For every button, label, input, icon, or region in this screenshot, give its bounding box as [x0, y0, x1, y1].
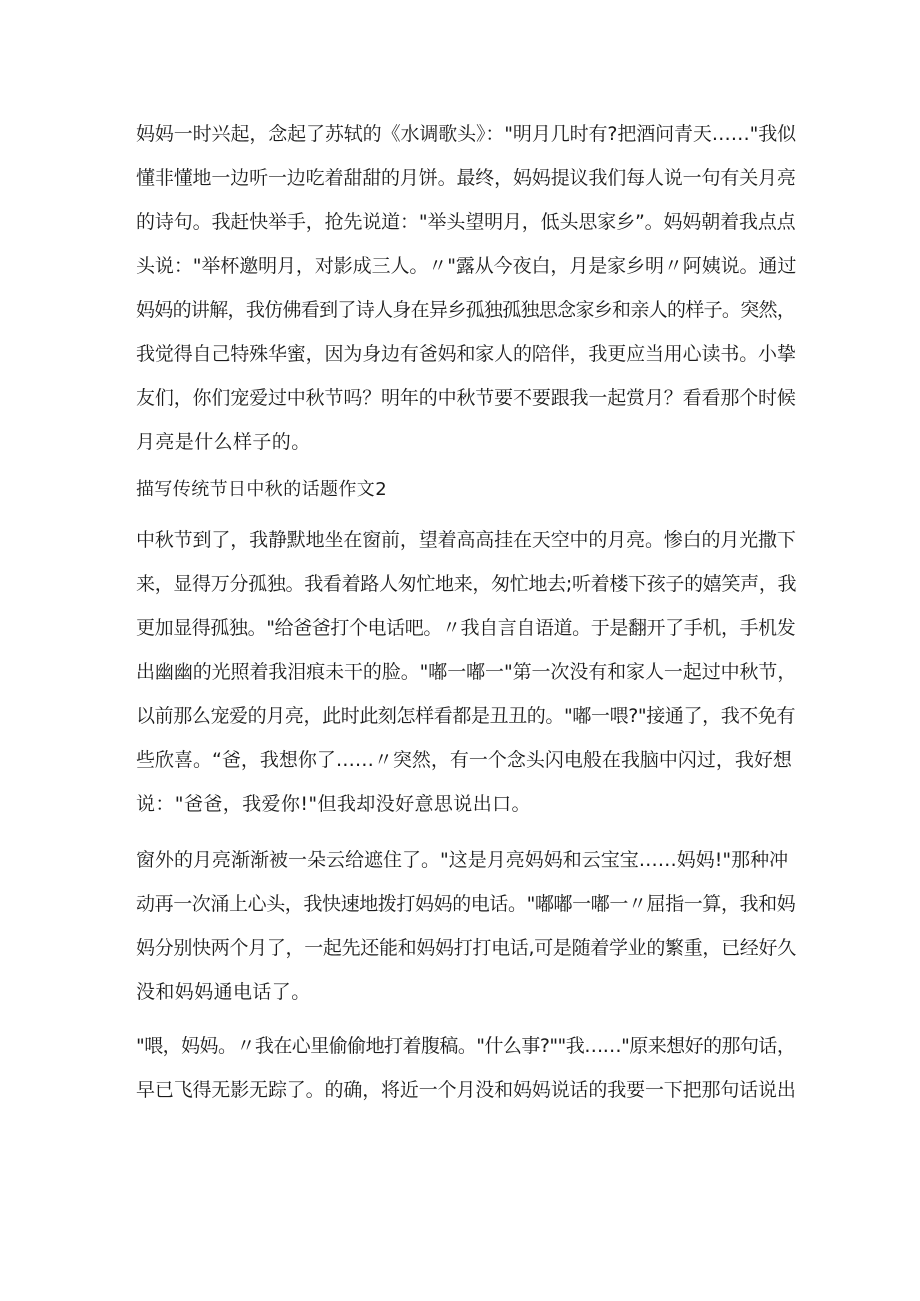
section-heading: 描写传统节日中秋的话题作文2: [136, 479, 388, 500]
paragraph-line: 妈妈的讲解，我仿佛看到了诗人身在异乡孤独孤独思念家乡和亲人的样子。突然，: [136, 299, 796, 321]
paragraph-line: 些欣喜。“爸，我想你了……〃突然，有一个念头闪电般在我脑中闪过，我好想: [136, 749, 792, 771]
paragraph: [136, 518, 796, 826]
paragraph-line: 以前那么宠爱的月亮，此时此刻怎样看都是丑丑的。"嘟一喂?"接通了，我不免有: [136, 705, 796, 727]
paragraph-line: 窗外的月亮渐渐被一朵云给遮住了。"这是月亮妈妈和云宝宝……妈妈!"那种冲: [136, 849, 789, 871]
paragraph-line: 出幽幽的光照着我泪痕未干的脸。"嘟一嘟一"第一次没有和家人一起过中秋节，: [136, 661, 796, 683]
paragraph: [136, 1024, 796, 1112]
paragraph-line: 妈分别快两个月了，一起先还能和妈妈打打电话,可是随着学业的繁重，已经好久: [136, 937, 796, 959]
paragraph-line: 动再一次涌上心头，我快速地拨打妈妈的电话。"嘟嘟一嘟一〃屈指一算，我和妈: [136, 893, 796, 915]
paragraph-line: 早已飞得无影无踪了。的确，将近一个月没和妈妈说话的我要一下把那句话说出: [136, 1079, 796, 1101]
paragraph-line: 更加显得孤独。"给爸爸打个电话吧。〃我自言自语道。于是翻开了手机，手机发: [136, 617, 796, 639]
paragraph-line: 头说："举杯邀明月，对影成三人。〃"露从今夜白，月是家乡明〃阿姨说。通过: [136, 255, 796, 277]
paragraph: [136, 838, 796, 1014]
paragraph-line: 我觉得自己特殊华蜜，因为身边有爸妈和家人的陪伴，我更应当用心读书。小挚: [136, 343, 796, 365]
paragraph-line: 妈妈一时兴起，念起了苏轼的《水调歌头》："明月几时有?把酒问青天……"我似: [136, 123, 796, 145]
paragraph-line: 的诗句。我赶快举手，抢先说道："举头望明月，低头思家乡”。妈妈朝着我点点: [136, 211, 796, 233]
paragraph-line: 友们，你们宠爱过中秋节吗？明年的中秋节要不要跟我一起赏月？看看那个时候: [136, 387, 796, 409]
paragraph-line: "喂，妈妈。〃我在心里偷偷地打着腹稿。"什么事?""我……"原来想好的那句话，: [136, 1035, 796, 1057]
paragraph-line: 懂非懂地一边听一边吃着甜甜的月饼。最终，妈妈提议我们每人说一句有关月亮: [136, 167, 796, 189]
paragraph-line: 说："爸爸，我爱你!"但我却没好意思说出口。: [136, 793, 531, 815]
paragraph-line: 月亮是什么样子的。: [136, 431, 311, 453]
block-spacer: [136, 826, 796, 838]
document-body: [136, 112, 796, 1120]
block-spacer: [136, 1112, 796, 1120]
paragraph-line: 来，显得万分孤独。我看着路人匆忙地来，匆忙地去;听着楼下孩子的嬉笑声，我: [136, 573, 796, 595]
paragraph-line: 中秋节到了，我静默地坐在窗前，望着高高挂在天空中的月亮。惨白的月光撒下: [136, 529, 796, 551]
block-spacer: [136, 1014, 796, 1024]
paragraph: [136, 112, 796, 464]
paragraph-line: 没和妈妈通电话了。: [136, 981, 311, 1003]
